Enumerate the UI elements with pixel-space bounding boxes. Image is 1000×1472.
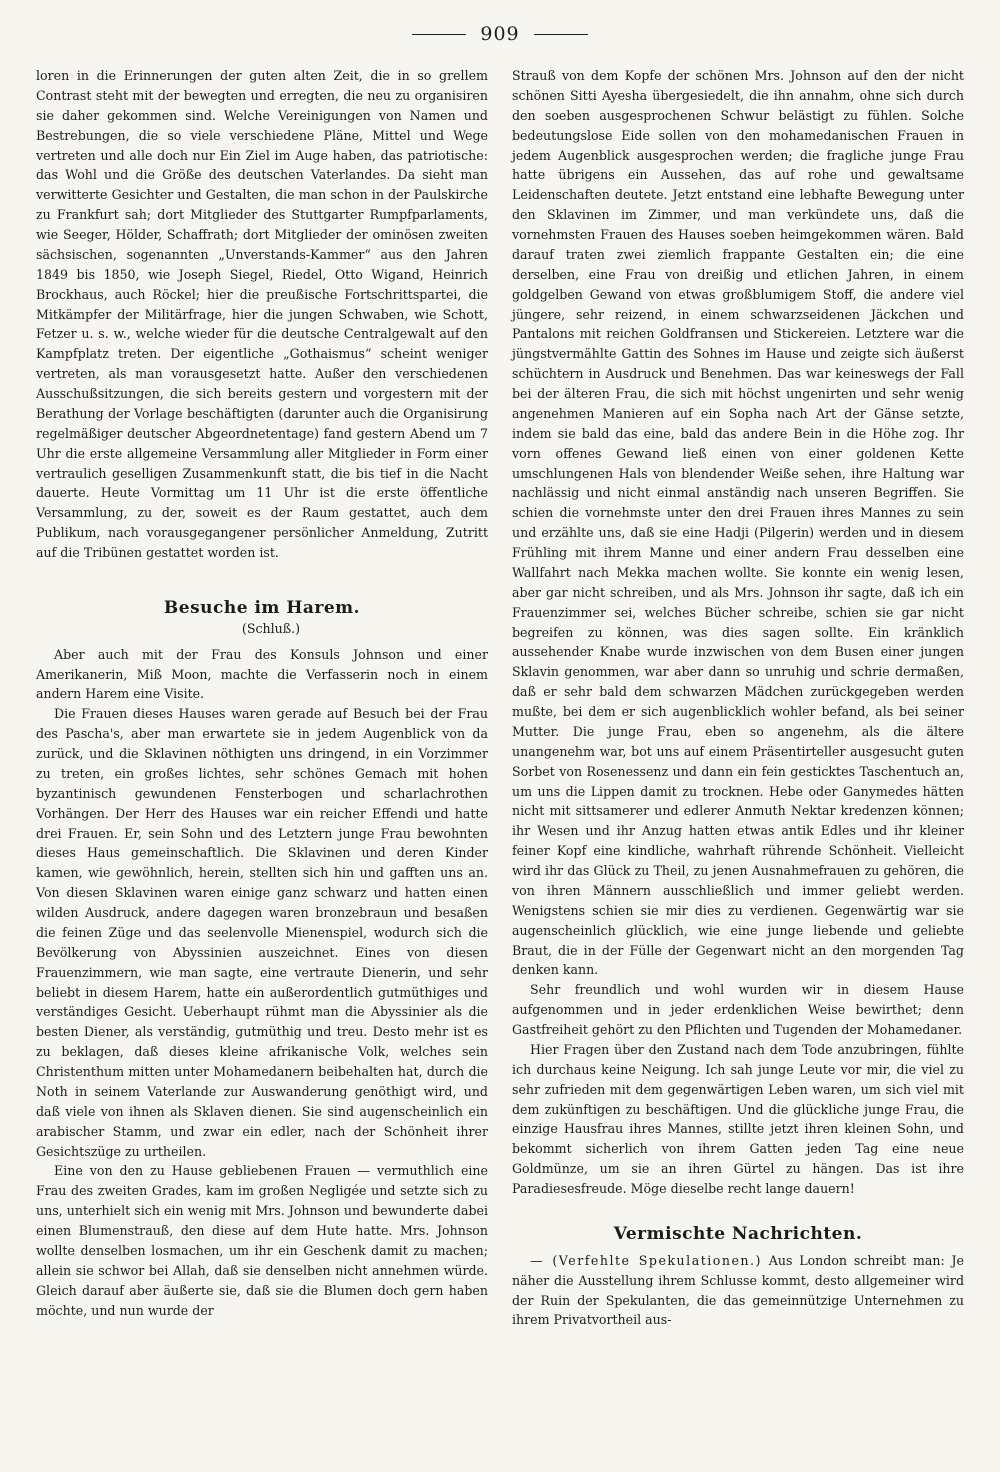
right-column — [512, 66, 964, 1330]
right-para-1: Strauß von dem Kopfe der schönen Mrs. Johnson auf den der nicht schönen Sitti Ayesha übergesiedelt, die ihn annahm, ohne sich durch den soeben ausgesprochenen Schwur belästigt zu fühlen. Solche bedeutungslose Eide sollen von den mohamedanischen Frauen in jedem Augenblick ausgesprochen werden; die fragliche junge Frau hatte übrigens ein Aussehen, das auf rohe und gewaltsame Leidenschaften deutete. Jetzt entstand eine lebhafte Bewegung unter den Sklavinen im Zimmer, und man verkündete uns, daß die vornehmsten Frauen des Hauses soeben heimgekommen wären. Bald darauf traten zwei ziemlich frappante Gestalten ein; die eine derselben, eine Frau von dreißig und etlichen Jahren, in einem goldgelben Gewand von etwas großblumigem Stoff, die andere viel jüngere, sehr reizend, in einem schwarzseidenen Jäckchen und Pantalons mit reichen Goldfransen und Stickereien. Letztere war die jüngstvermählte Gattin des Sohnes im Hause und zeigte sich äußerst schüchtern in Ausdruck und Benehmen. Das war keineswegs der Fall bei der älteren Frau, die sich mit höchst ungenirten und sehr wenig angenehmen Manieren auf ein Sopha nach Art der Gänse setzte, indem sie bald das eine, bald das andere Bein in die Höhe zog. Ihr vorn offenes Gewand ließ einen von einer goldenen Kette umschlungenen Hals von blendender Weiße sehen, ihre Haltung war nachlässig und nicht einmal anständig nach unseren Begriffen. Sie schien die vornehmste unter den drei Frauen ihres Mannes zu sein und erzählte uns, daß sie eine Hadji (Pilgerin) werden und in diesem Frühling mit ihrem Manne und einer andern Frau desselben eine Wallfahrt nach Mekka machen wollte. Sie konnte ein wenig lesen, aber gar nicht schreiben, und als Mrs. Johnson ihr sagte, daß ich ein Frauenzimmer sei, welches Bücher schreibe, schien sie gar nicht begreifen zu können, was dies sagen sollte. Ein kränklich aussehender Knabe wurde inzwischen von dem Busen einer jungen Sklavin genommen, war aber dann so unruhig und schrie dermaßen, daß er sehr bald dem schwarzen Mädchen zurückgegeben werden mußte, bei dem er sich augenblicklich wohler befand, als bei seiner Mutter. Die junge Frau, eben so angenehm, als die ältere unangenehm war, bot uns auf einem Präsentirteller ausgesucht guten Sorbet von Rosenessenz und dann ein fein gesticktes Taschentuch an, um uns die Lippen damit zu trocknen. Hebe oder Ganymedes hätten nicht mit sittsamerer und edlerer Anmuth Nektar kredenzen können; ihr Wesen und ihr Anzug hatten etwas antik Edles und ihr kleiner feiner Kopf eine kindliche, wahrhaft rührende Schönheit. Vielleicht wird ihr das Glück zu Theil, zu jenen Ausnahmefrauen zu gehören, die von ihren Männern ausschließlich und immer geliebt werden. Wenigstens schien sie mir dies zu verdienen. Gegenwärtig war sie augenscheinlich glücklich, wie eine junge liebende und geliebte Braut, die in der Fülle der Gegenwart nicht an den morgenden Tag denken kann. — [512, 68, 964, 978]
article-heading-harem: Besuche im Harem. — [163, 597, 361, 618]
left-para-2: Aber auch mit der Frau des Konsuls Johnson und einer Amerikanerin, Miß Moon, machte die Verfasserin noch in einem andern Harem eine Visite. — [36, 646, 488, 702]
right-para-2: Sehr freundlich und wohl wurden wir in diesem Hause aufgenommen und in jeder erdenklichen Weise bewirthet; denn Gastfreiheit gehört zu den Pflichten und Tugenden der Mohamedaner. — [512, 982, 964, 1037]
right-para-4 — [512, 1251, 964, 1331]
page-number: 909 — [480, 23, 520, 45]
section-spacer — [36, 563, 488, 599]
header-rule-left — [412, 34, 466, 35]
left-para-1: loren in die Erinnerungen der guten alten Zeit, die in so grellem Contrast steht mit der bewegten und erregten, die neu zu organisiren sie daher gekommen sind. Welche Vereinigungen von Namen und Bestrebungen, die so viele verschiedene Pläne, Mittel und Wege vertreten und alle doch nur Ein Ziel im Auge haben, das patriotische: das Wohl und die Größe des deutschen Vaterlandes. Da sieht man verwitterte Gesichter und Gestalten, die man schon in der Paulskirche zu Frankfurt sah; dort Mitglieder des Stuttgarter Rumpfparlaments, wie Seeger, Hölder, Schaffrath; dort Mitglieder der ominösen zweiten sächsischen, sogenannten „Unverstands-Kammer“ aus den Jahren 1849 bis 1850, wie Joseph Siegel, Riedel, Otto Wigand, Heinrich Brockhaus, auch Röckel; hier die preußische Fortschrittspartei, die Mitkämpfer der Militärfrage, hier die jungen Schwaben, wie Schott, Fetzer u. s. w., welche wieder für die deutsche Centralgewalt auf den Kampfplatz treten. Der eigentliche „Gothaismus“ scheint weniger vertreten, als man vorausgesetzt hatte. Außer den verschiedenen Ausschußsitzungen, die sich bereits gestern und vorgestern mit der Berathung der Vorlage beschäftigten (darunter auch die Organisirung regelmäßiger deutscher Abgeordnetentage) fand gestern Abend um 7 Uhr die erste allgemeine Versammlung aller Mitglieder in Form einer vertraulich geselligen Zusammenkunft statt, die bis tief in die Nacht dauerte. Heute Vormittag um 11 Uhr ist die erste öffentliche Versammlung, zu der, soweit es der Raum gestattet, auch dem Publikum, nach vorausgegangener persönlicher Anmeldung, Zutritt auf die Tribünen gestattet worden ist. — [36, 68, 488, 560]
left-column — [36, 66, 488, 1320]
news-item-text: Aus London schreibt man: Je näher die Ausstellung ihrem Schlusse kommt, desto allgemeiner wird der Ruin der Spekulanten, die das gemeinnützige Unternehmen zu ihrem Privatvortheil aus- — [512, 1252, 964, 1328]
right-para-3: Hier Fragen über den Zustand nach dem Tode anzubringen, fühlte ich durchaus keine Neigung. Ich sah junge Leute vor mir, die viel zu sehr zufrieden mit dem gegenwärtigen Leben waren, um sich viel mit dem zukünftigen zu beschäftigen. Und die glückliche junge Frau, die einzige Hausfrau ihres Mannes, stillte jetzt ihren kleinen Sohn, und bekommt sicherlich von ihrem Gatten jeden Tag eine neue Goldmünze, um sie an ihren Gürtel zu hängen. Das ist ihre Paradiesesfreude. Möge dieselbe recht lange dauern! — [512, 1041, 964, 1196]
left-para-4: Eine von den zu Hause gebliebenen Frauen — vermuthlich eine Frau des zweiten Grades, kam im großen Negligée und setzte sich zu uns, unterhielt sich ein wenig mit Mrs. Johnson und bewunderte dabei einen Blumenstrauß, den diese auf dem Hute hatte. Mrs. Johnson wollte denselben losmachen, um ihr ein Geschenk damit zu machen; allein sie schwor bei Allah, daß sie denselben nicht annehmen würde. Gleich darauf aber äußerte sie, daß sie die Blumen doch gern haben möchte, und nun wurde der — [36, 1163, 488, 1318]
article-subheading: (Schluß.) — [241, 620, 301, 636]
left-para-3: Die Frauen dieses Hauses waren gerade auf Besuch bei der Frau des Pascha's, aber man erwartete sie in jedem Augenblick von da zurück, und die Sklavinen nöthigten uns dringend, in ein Vorzimmer zu treten, ein großes lichtes, sehr schönes Gemach mit hohen byzantinisch gewundenen Fensterbogen und scharlachrothen Vorhängen. Der Herr des Hauses war ein reicher Effendi und hatte drei Frauen. Er, sein Sohn und des Letztern junge Frau bewohnten dieses Haus gemeinschaftlich. Die Sklavinen und deren Kinder kamen, wie gewöhnlich, herein, stellten sich hin und gafften uns an. Von diesen Sklavinen waren einige ganz schwarz und hatten einen wilden Ausdruck, andere dagegen waren bronzebraun und besaßen die feinen Züge und das seelenvolle Mienenspiel, wodurch sich die Bevölkerung von Abyssinien auszeichnet. Eines von diesen Frauenzimmern, wie man sagte, eine vertraute Dienerin, und sehr beliebt in diesem Harem, hatte ein außerordentlich gutmüthiges und verständiges Gesicht. Ueberhaupt rühmt man die Abyssinier als die besten Diener, als verständig, gutmüthig und treu. Desto mehr ist es zu beklagen, daß dieses kleine afrikanische Volk, welches sein Christenthum mitten unter Mohamedanern beibehalten hat, durch die Noth in seinem Vaterlande zur Auswanderung genöthigt wird, und daß viele von ihnen als Sklaven dienen. Sie sind augenscheinlich ein arabischer Stamm, und zwar ein edler, nach der Schönheit ihrer Gesichtszüge zu urtheilen. — [36, 706, 488, 1159]
section-spacer — [512, 1199, 964, 1225]
page-header — [0, 14, 1000, 54]
news-item-lead: — (Verfehlte Spekulationen.) — [530, 1252, 762, 1268]
header-rule-right — [534, 34, 588, 35]
article-heading-nachrichten: Vermischte Nachrichten. — [613, 1223, 863, 1244]
